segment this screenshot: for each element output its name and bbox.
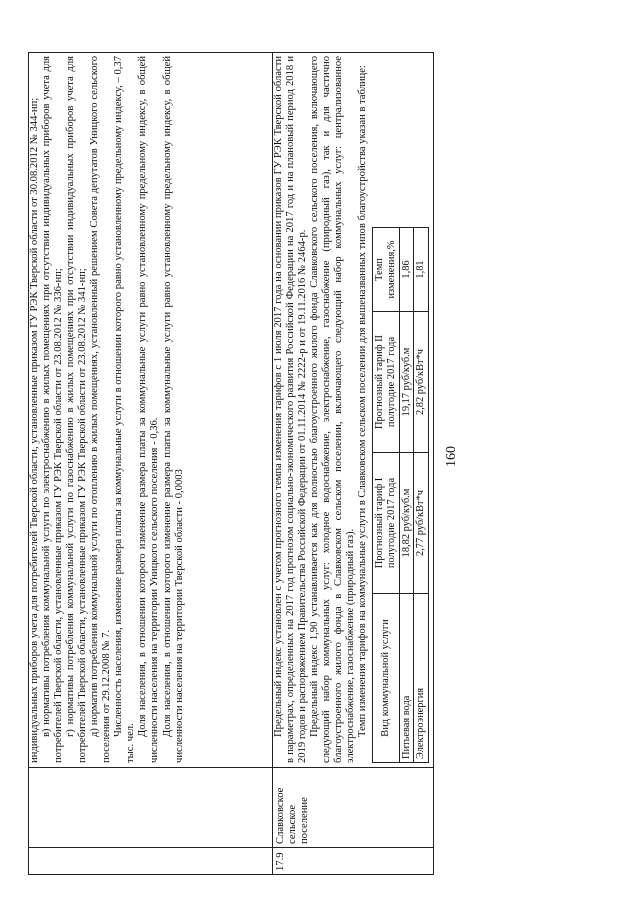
settlement-name-cell <box>29 768 273 848</box>
paragraph: Численность населения, изменение размера платы за коммунальные услуги в отношении которого равно установленному предельному индексу, – 0,37 тыс. чел. <box>113 56 137 763</box>
tariff-row <box>399 228 414 763</box>
tariff-header-row <box>373 228 399 763</box>
tariff-cell: 1,81 <box>414 228 429 312</box>
tariff-cell: 2,82 руб/кВт*ч <box>414 312 429 453</box>
tariff-cell: 1,86 <box>399 228 414 312</box>
paragraph: д) норматив потребления коммунальной услуги по отоплению в жилых помещениях, установленный решением Совета депутатов Уницкого сельского поселения от 29.12.2008 № 7. <box>89 56 113 763</box>
tariff-header-cell: Прогнозный тариф II полугодие 2017 года <box>373 312 399 453</box>
paragraph: индивидуальных приборов учета для потребителей Тверской области, установленные приказом ГУ РЭК Тверской области от 30.08.2012 № 344-нп; <box>29 97 40 763</box>
tariff-cell: 18,82 руб/куб.м <box>399 453 414 594</box>
tariff-table <box>372 227 428 763</box>
paragraph: Предельный индекс установлен с учетом прогнозного темпа изменения тарифов с 1 июля 2017 года на основании приказов ГУ РЭК Тверской области в параметрах, определенных на 2017 год прогнозом социально-экономического развития Российской Федерации на 2017 год и на плановый период 2018 и 2019 годов и распоряжением Правительства Российской Федерации от 01.11.2014 № 2222-р и от 19.11.2016 № 2464-р. <box>273 56 309 763</box>
paragraph: Доля населения, в отношении которого изменение размера платы за коммунальные услуги равно установленному предельному индексу, в общей численности населения на территории Уницкого сельского поселения - 0,36. <box>137 56 161 763</box>
row-number-cell <box>29 848 273 875</box>
paragraph: г) нормативы потребления коммунальной услуги по газоснабжению в жилых помещениях при отсутствии индивидуальных приборов учета для потребителей Тверской области, установленные приказом ГУ РЭК Тверской области от 23.08.2012 № 341-нп; <box>65 56 89 763</box>
row-number-cell: 17.9 <box>273 848 434 875</box>
tariff-row <box>414 228 429 763</box>
tariff-cell: 2,77 руб/кВт*ч <box>414 453 429 594</box>
main-table <box>28 52 434 875</box>
tariff-header-cell: Прогнозный тариф I полугодие 2017 года <box>373 453 399 594</box>
paragraph: Доля населения, в отношении которого изменение размера платы за коммунальные услуги равно установленному предельному индексу, в общей численности населения на территории Тверской области - 0,0003 <box>161 56 185 763</box>
paragraph: в) нормативы потребления коммунальной услуги по электроснабжению в жилых помещениях при отсутствии индивидуальных приборов учета для потребителей Тверской области, установленные приказом ГУ РЭК Тверской области от 23.08.2012 № 336-нп; <box>41 56 65 763</box>
paragraph: Темп изменения тарифов на коммунальные услуги в Славковском сельском поселении для вышеназванных типов благоустройства указан в таблице: <box>357 65 369 737</box>
description-cell <box>273 53 434 768</box>
tariff-cell: Электроэнергия <box>414 594 429 763</box>
tariff-header-cell: Вид коммунальной услуги <box>373 594 399 763</box>
paragraph: Предельный индекс 1,90 устанавливается как для полностью благоустроенного жилого фонда Славковского сельского поселения, включающего следующий набор коммунальных услуг: холодное водоснабжение, электроснабжение, газоснабжение (природный газ), так и для частично благоустроенного жилого фонда в Славковском сельском поселении, включающего следующий набор коммунальных услуг: централизованное электроснабжение, газоснабжение (природный газ). <box>309 56 357 763</box>
tariff-cell: Питьевая вода <box>399 594 414 763</box>
description-cell <box>29 53 273 768</box>
table-row-slavkovskoe <box>273 53 434 875</box>
tariff-cell: 19,17 руб/куб.м <box>399 312 414 453</box>
tariff-header-cell: Темп изменения,% <box>373 228 399 312</box>
page-number: 160 <box>444 446 459 467</box>
table-row-continuation <box>29 53 273 875</box>
settlement-name-cell: Славковское сельское поселение <box>273 768 434 848</box>
